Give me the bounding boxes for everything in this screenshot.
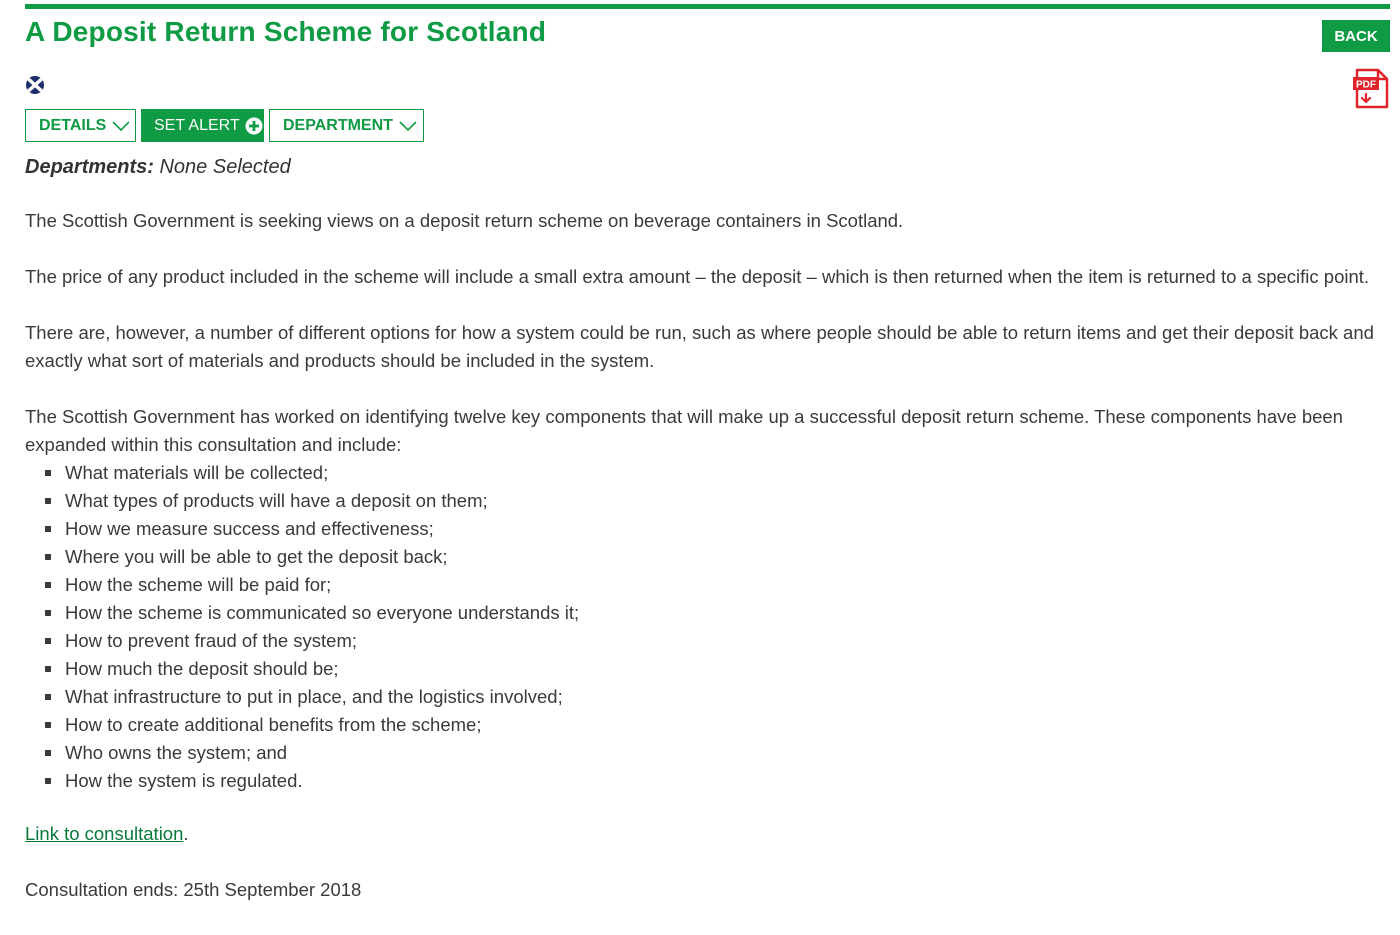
set-alert-button-label: SET ALERT: [154, 116, 240, 134]
departments-value: None Selected: [159, 156, 291, 178]
list-item: What types of products will have a deposit on them;: [65, 487, 1387, 515]
back-button[interactable]: BACK: [1322, 20, 1390, 52]
list-item: Who owns the system; and: [65, 739, 1387, 767]
list-item: How to prevent fraud of the system;: [65, 627, 1387, 655]
header-accent-bar: [25, 4, 1390, 9]
list-item: What materials will be collected;: [65, 459, 1387, 487]
details-button-label: DETAILS: [39, 116, 107, 134]
list-item: Where you will be able to get the deposit back;: [65, 543, 1387, 571]
list-item: How to create additional benefits from the scheme;: [65, 711, 1387, 739]
list-item: How the system is regulated.: [65, 767, 1387, 795]
list-item: How we measure success and effectiveness;: [65, 515, 1387, 543]
pdf-icon[interactable]: [1352, 68, 1390, 110]
pdf-icon-label: PDF: [1356, 79, 1376, 91]
consultation-link[interactable]: Link to consultation: [25, 823, 184, 844]
departments-label: Departments:: [25, 156, 154, 178]
list-item: How the scheme is communicated so everyone understands it;: [65, 599, 1387, 627]
department-button[interactable]: [269, 109, 424, 142]
set-alert-button[interactable]: [141, 109, 264, 142]
consultation-link-line: [25, 820, 1387, 848]
department-button-label: DEPARTMENT: [283, 116, 393, 134]
list-item: What infrastructure to put in place, and the logistics involved;: [65, 683, 1387, 711]
departments-summary: [25, 156, 291, 179]
paragraph-components: The Scottish Government has worked on identifying twelve key components that will make up a successful deposit return scheme. These components have been expanded within this consultation and include:: [25, 406, 1343, 455]
list-item: How much the deposit should be;: [65, 655, 1387, 683]
action-buttons: [25, 109, 424, 142]
page-title: A Deposit Return Scheme for Scotland: [25, 16, 547, 47]
consultation-end-date: Consultation ends: 25th September 2018: [25, 879, 362, 900]
paragraph-intro: The Scottish Government is seeking views on a deposit return scheme on beverage containers in Scotland.: [25, 210, 904, 231]
details-button[interactable]: [25, 109, 136, 142]
paragraph-options: There are, however, a number of different options for how a system could be run, such as where people should be able to return items and get their deposit back and exactly what sort of materials and products should be included in the system.: [25, 322, 1374, 371]
link-suffix: .: [183, 823, 189, 844]
list-item: How the scheme will be paid for;: [65, 571, 1387, 599]
paragraph-deposit: The price of any product included in the scheme will include a small extra amount – the deposit – which is then returned when the item is returned to a specific point.: [25, 266, 1370, 287]
chevron-down-icon: [112, 120, 130, 132]
scotland-flag-icon: [25, 76, 45, 94]
components-list: [25, 459, 1387, 795]
consultation-description: [25, 207, 1387, 932]
chevron-down-icon: [399, 120, 417, 132]
plus-circle-icon: [245, 117, 263, 135]
